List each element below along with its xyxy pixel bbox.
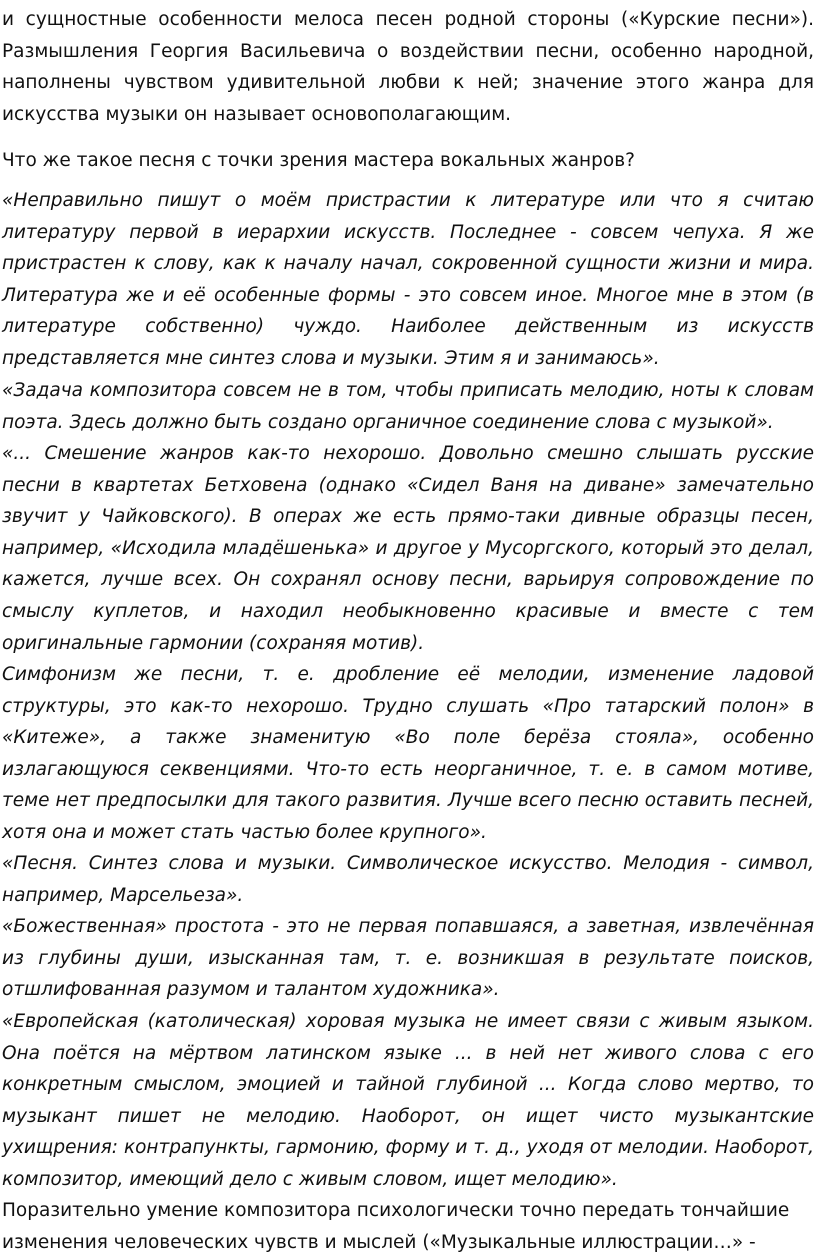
quote-composer-task: «Задача композитора совсем не в том, чтобы приписать мелодию, ноты к словам поэта. Здесь должно быть создано органичное соединение слова с музыкой». bbox=[2, 380, 814, 433]
paragraph-composer-skill: Поразительно умение композитора психологически точно передать тончайшие изменения человеческих чувств и мыслей («Музыкальные иллюстрации…» - bbox=[2, 1200, 790, 1253]
quote-divine-simplicity: «Божественная» простота - это не первая попавшаяся, а заветная, извлечённая из глубины души, изысканная там, т. е. возникшая в результате поисков, отшлифованная разумом и талантом художника». bbox=[2, 916, 814, 1001]
paragraph-question: Что же такое песня с точки зрения мастера вокальных жанров? bbox=[2, 150, 635, 171]
quote-european-choral-music: «Европейская (католическая) хоровая музыка не имеет связи с живым языком. Она поётся на мёртвом латинском языке ... в ней нет живого слова с его конкретным смыслом, эмоцией и тайной глубиной ... Когда слово мертво, то музыкант пишет не мелодию. Наоборот, он ищет чисто музыкантские ухищрения: контрапункты, гармонию, форму и т. д., уходя от мелодии. Наоборот, композитор, имеющий дело с живым словом, ищет мелодию». bbox=[2, 1011, 814, 1190]
quote-song-synthesis: «Песня. Синтез слова и музыки. Символическое искусство. Мелодия - символ, например, Марсельеза». bbox=[2, 853, 814, 906]
quote-literature: «Неправильно пишут о моём пристрастии к литературе или что я считаю литературу первой в иерархии искусств. Последнее - совсем чепуха. Я же пристрастен к слову, как к началу начал, сокровенной сущности жизни и мира. Литература же и её особенные формы - это совсем иное. Многое мне в этом (в литературе собственно) чуждо. Наиболее действенным из искусств представляется мне синтез слова и музыки. Этим я и занимаюсь». bbox=[2, 190, 814, 369]
quote-song-symphonism: Симфонизм же песни, т. е. дробление её мелодии, изменение ладовой структуры, это как-то нехорошо. Трудно слушать «Про татарский полон» в «Китеже», а также знаменитую «Во поле берёза стояла», особенно излагающуюся секвенциями. Что-то есть неорганичное, т. е. в самом мотиве, теме нет предпосылки для такого развития. Лучше всего песню оставить песней, хотя она и может стать частью более крупного». bbox=[2, 664, 814, 843]
paragraph-kursk-songs: и сущностные особенности мелоса песен родной стороны («Курские песни»). Размышления Георгия Васильевича о воздействии песни, особенно народной, наполнены чувством удивительной любви к ней; значение этого жанра для искусства музыки он называет основополагающим. bbox=[2, 9, 814, 125]
quote-genre-mixing: «... Смешение жанров как-то нехорошо. Довольно смешно слышать русские песни в квартетах Бетховена (однако «Сидел Ваня на диване» замечательно звучит у Чайковского). В операх же есть прямо-таки дивные образцы песен, например, «Исходила младёшенька» и другое у Мусоргского, который это делал, кажется, лучше всех. Он сохранял основу песни, варьируя сопровождение по смыслу куплетов, и находил необыкновенно красивые и вместе с тем оригинальные гармонии (сохраняя мотив). bbox=[2, 443, 814, 654]
